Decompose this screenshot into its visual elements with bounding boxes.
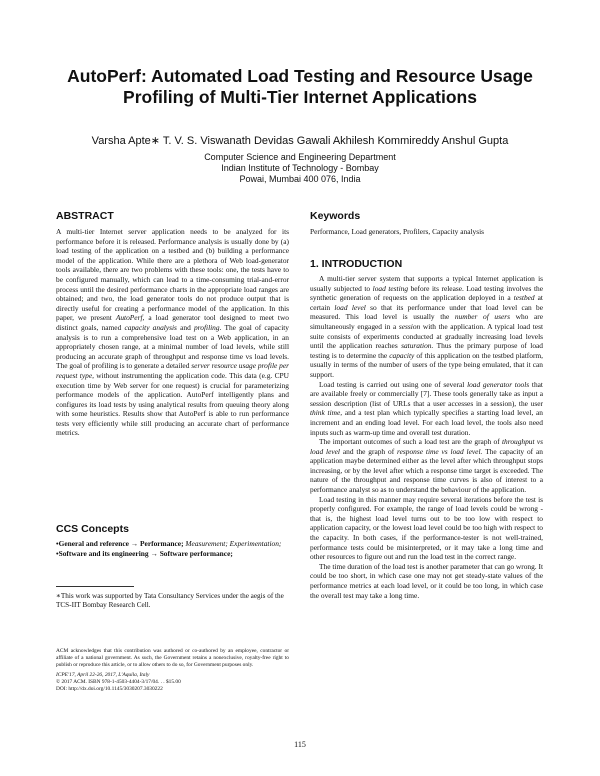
intro-paragraph: Load testing is carried out using one of several load generator tools that are available freely or commercially [7]. These tools generally take as input a session description (list of URLs that a user accesses in a session), the user think time, and a test plan which typically specifies a starting load level, an increment and an ending load level. For each load level, the tools also need inputs such as warm-up time and overall test duration. bbox=[310, 379, 544, 437]
introduction-heading: 1. INTRODUCTION bbox=[310, 258, 403, 270]
intro-paragraph: A multi-tier server system that supports a typical Internet application is usually subjected to load testing before its release. Load testing involves the synthetic generation of requests on the application deployed in a testbed at certain load level so that its performance under that load level can be measured. This load level is usually the number of users who are simultaneously engaged in a session with the application. A typical load test suite consists of experiments conducted at gradually increasing load levels until the application reaches saturation. Thus the primary purpose of load testing is to determine the capacity of this application on the testbed platform, usually in terms of the number of users of the type being emulated, that it can support. bbox=[310, 274, 544, 379]
doi-line: DOI: http://dx.doi.org/10.1145/3030207.3030222 bbox=[56, 686, 163, 693]
affiliation-line-3: Powai, Mumbai 400 076, India bbox=[239, 174, 361, 184]
acm-notice-block bbox=[56, 648, 289, 693]
footnote-text: ∗This work was supported by Tata Consultancy Services under the aegis of the TCS-IIT Bombay Research Cell. bbox=[56, 592, 284, 609]
keywords-section bbox=[310, 210, 543, 237]
ccs-concepts: •General and reference → Performance; Measurement; Experimentation; •Software and its engineering → Software performance; bbox=[56, 539, 282, 558]
ccs-heading: CCS Concepts bbox=[56, 523, 129, 535]
title-line-2: Profiling of Multi-Tier Internet Applications bbox=[123, 87, 477, 107]
page-number: 115 bbox=[294, 740, 306, 749]
keywords-heading: Keywords bbox=[310, 210, 361, 222]
affiliation-line-1: Computer Science and Engineering Department bbox=[204, 152, 396, 162]
copyright-line: © 2017 ACM. ISBN 978-1-4503-4404-3/17/04. . . $15.00 bbox=[56, 678, 181, 685]
keywords-text: Performance, Load generators, Profilers, Capacity analysis bbox=[310, 227, 485, 236]
introduction-section bbox=[310, 258, 543, 600]
abstract-heading: ABSTRACT bbox=[56, 210, 114, 222]
abstract-section bbox=[56, 210, 289, 438]
intro-paragraph: The time duration of the load test is another parameter that can go wrong. It could be too short, in which case one may not get steady-state values of the performance metrics at each load level, or it could be too long, in which case the overall test may take a long time. bbox=[310, 561, 543, 600]
intro-paragraph: The important outcomes of such a load test are the graph of throughput vs load level and the graph of response time vs load level. The capacity of an application maybe determined either as the level after which throughput stops increasing, or by the level after which a response time target is exceeded. The nature of the throughput and response time curves is also of interest to a performance analyst so as to understand the behaviour of the application. bbox=[310, 437, 543, 495]
abstract-body: A multi-tier Internet server application needs to be analyzed for its performance before it is released. Performance analysis is usually done by (a) load testing of the application on a testbed and (b) building a performance model of the application. While there are a plethora of Web load-generator tools available, there are two problems with these tools: one, the tests have to be configured manually, which can lead to a time-consuming trial-and-error process until the desired performance charts in the appropriate load ranges are obtained; and two, the load generator tools do not produce output that is directly useful for creating a performance model of the application. In this paper, we present AutoPerf, a load generator tool designed to meet two distinct goals, named capacity analysis and profiling. The goal of capacity analysis is to run a comprehensive load test on a Web application, in an appropriately chosen range, at a minimal number of load levels, while still producing an accurate graph of throughput and response time vs load levels. The goal of profiling is to generate a detailed server resource usage profile per request type, without instrumenting the application code. This data (e.g. CPU execution time by Web server for one request) is crucial for parameterizing performance models of the application. AutoPerf intelligently plans and configures its load tests by using analytical results from queuing theory along with some heuristics. Results show that AutoPerf is able to run performance tests very efficiently while still producing an accurate chart of performance metrics. bbox=[56, 227, 289, 438]
ccs-section bbox=[56, 523, 289, 558]
conference-line: ICPE'17, April 22-26, 2017, L'Aquila, Italy bbox=[56, 671, 150, 678]
paper-title bbox=[40, 66, 560, 108]
acm-notice: ACM acknowledges that this contribution was authored or co-authored by an employee, contractor or affiliate of a national government. As such, the Government retains a nonexclusive, royalty-free right to publish or reproduce this article, or to allow others to do so, for Government purposes only. bbox=[56, 648, 289, 669]
title-line-1: AutoPerf: Automated Load Testing and Resource Usage bbox=[67, 66, 533, 86]
footnote-rule bbox=[56, 586, 134, 587]
author-list: Varsha Apte∗ T. V. S. Viswanath Devidas Gawali Akhilesh Kommireddy Anshul Gupta bbox=[91, 135, 509, 147]
affiliation bbox=[40, 152, 560, 185]
intro-paragraph: Load testing in this manner may require several iterations before the test is properly configured. For example, the range of load levels could be wrong - that is, the highest load level turns out to be too low with respect to application capacity, or the lowest load level could be too high with respect to the capacity. In both cases, if the performance-tester is not well-trained, performance tests could be misinterpreted, or it may take a long time and other resources to figure out and run the load test in the correct range. bbox=[310, 494, 543, 562]
affiliation-line-2: Indian Institute of Technology - Bombay bbox=[221, 163, 379, 173]
footnote bbox=[56, 592, 289, 610]
